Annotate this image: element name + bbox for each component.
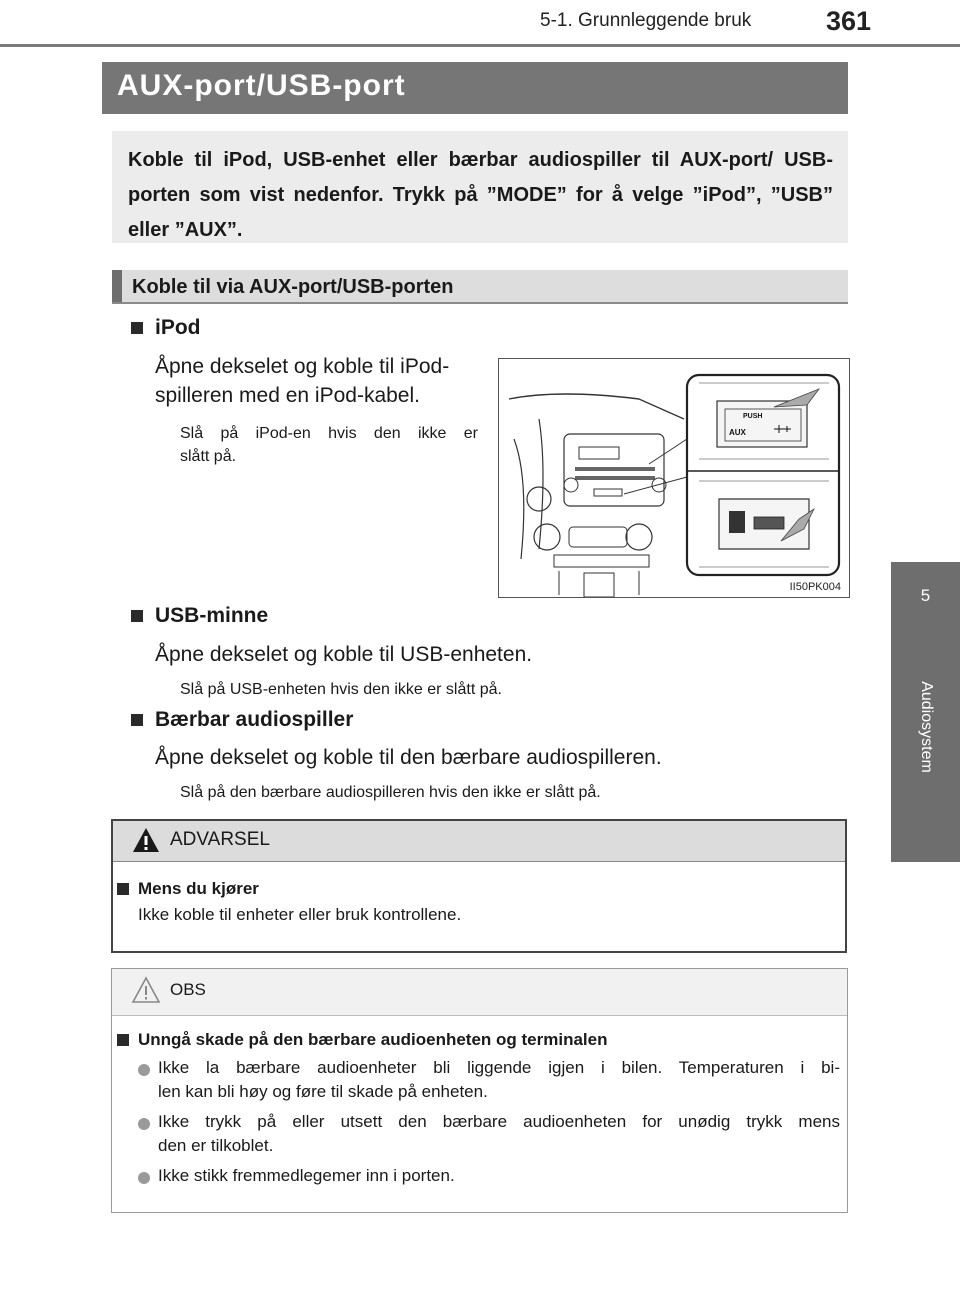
bullet-square-icon xyxy=(131,714,143,726)
intro-text: Koble til iPod, USB-enhet eller bærbar audiospiller til AUX-port/ USB-porten som vist nedenfor. Trykk på ”MODE” for å velge ”iPod”, ”USB” eller ”AUX”. xyxy=(128,149,833,241)
item-instruction-portable: Åpne dekselet og koble til den bærbare audiospilleren. xyxy=(155,746,662,769)
caution-triangle-icon xyxy=(131,976,161,1004)
item-heading-ipod: iPod xyxy=(155,316,201,339)
bullet-square-icon xyxy=(131,322,143,334)
notice-header xyxy=(112,969,847,1016)
dashboard-illustration xyxy=(498,358,850,598)
item-note-portable: Slå på den bærbare audiospilleren hvis den ikke er slått på. xyxy=(180,784,601,801)
section-title: 5-1. Grunnleggende bruk xyxy=(540,10,752,31)
bullet-dot-icon xyxy=(138,1118,150,1130)
notice-item-2-line1: Ikke trykk på eller utsett den bærbare audioenheten for unødig trykk mens xyxy=(158,1112,840,1131)
page-title: AUX-port/USB-port xyxy=(117,69,406,102)
item-instruction-usb: Åpne dekselet og koble til USB-enheten. xyxy=(155,643,533,666)
notice-item-1-line1: Ikke la bærbare audioenheter bli liggende igjen i bilen. Temperaturen i bi- xyxy=(158,1058,840,1077)
item-note-usb: Slå på USB-enheten hvis den ikke er slått på. xyxy=(180,681,502,698)
bullet-square-icon xyxy=(117,883,129,895)
warning-triangle-icon xyxy=(131,826,161,854)
push-label: PUSH xyxy=(743,413,763,420)
item-note-ipod-line1: Slå på iPod-en hvis den ikke er xyxy=(180,425,478,442)
bullet-dot-icon xyxy=(138,1172,150,1184)
notice-title: OBS xyxy=(170,980,206,999)
subheading-rule xyxy=(112,302,848,304)
item-instruction-ipod-line2: spilleren med en iPod-kabel. xyxy=(155,384,420,407)
subheading-marker xyxy=(112,270,122,304)
notice-item-1 xyxy=(158,1056,840,1104)
bullet-square-icon xyxy=(117,1034,129,1046)
item-instruction-ipod-line1: Åpne dekselet og koble til iPod- xyxy=(155,355,450,378)
warning-title: ADVARSEL xyxy=(170,829,270,850)
bullet-square-icon xyxy=(131,610,143,622)
page-number: 361 xyxy=(826,6,872,36)
notice-item-3-line1: Ikke stikk fremmedlegemer inn i porten. xyxy=(158,1166,455,1185)
chapter-label-text: Audiosystem xyxy=(917,681,935,773)
dashboard-drawing xyxy=(499,359,849,597)
aux-label: AUX xyxy=(729,428,746,437)
header-rule xyxy=(0,44,960,47)
notice-item-3 xyxy=(158,1164,840,1188)
item-heading-portable: Bærbar audiospiller xyxy=(155,708,354,731)
subheading: Koble til via AUX-port/USB-porten xyxy=(132,276,454,298)
notice-item-2 xyxy=(158,1110,840,1158)
notice-item-2-line2: den er tilkoblet. xyxy=(158,1136,274,1155)
chapter-label xyxy=(891,662,960,792)
warning-subheading: Mens du kjører xyxy=(138,879,259,898)
item-note-ipod-line2: slått på. xyxy=(180,448,237,465)
notice-subheading: Unngå skade på den bærbare audioenheten og terminalen xyxy=(138,1030,608,1049)
item-heading-usb: USB-minne xyxy=(155,604,269,627)
notice-item-1-line2: len kan bli høy og føre til skade på enheten. xyxy=(158,1082,488,1101)
warning-text: Ikke koble til enheter eller bruk kontrollene. xyxy=(138,905,462,924)
illustration-code: II50PK004 xyxy=(789,581,841,593)
bullet-dot-icon xyxy=(138,1064,150,1076)
chapter-number: 5 xyxy=(920,586,931,605)
